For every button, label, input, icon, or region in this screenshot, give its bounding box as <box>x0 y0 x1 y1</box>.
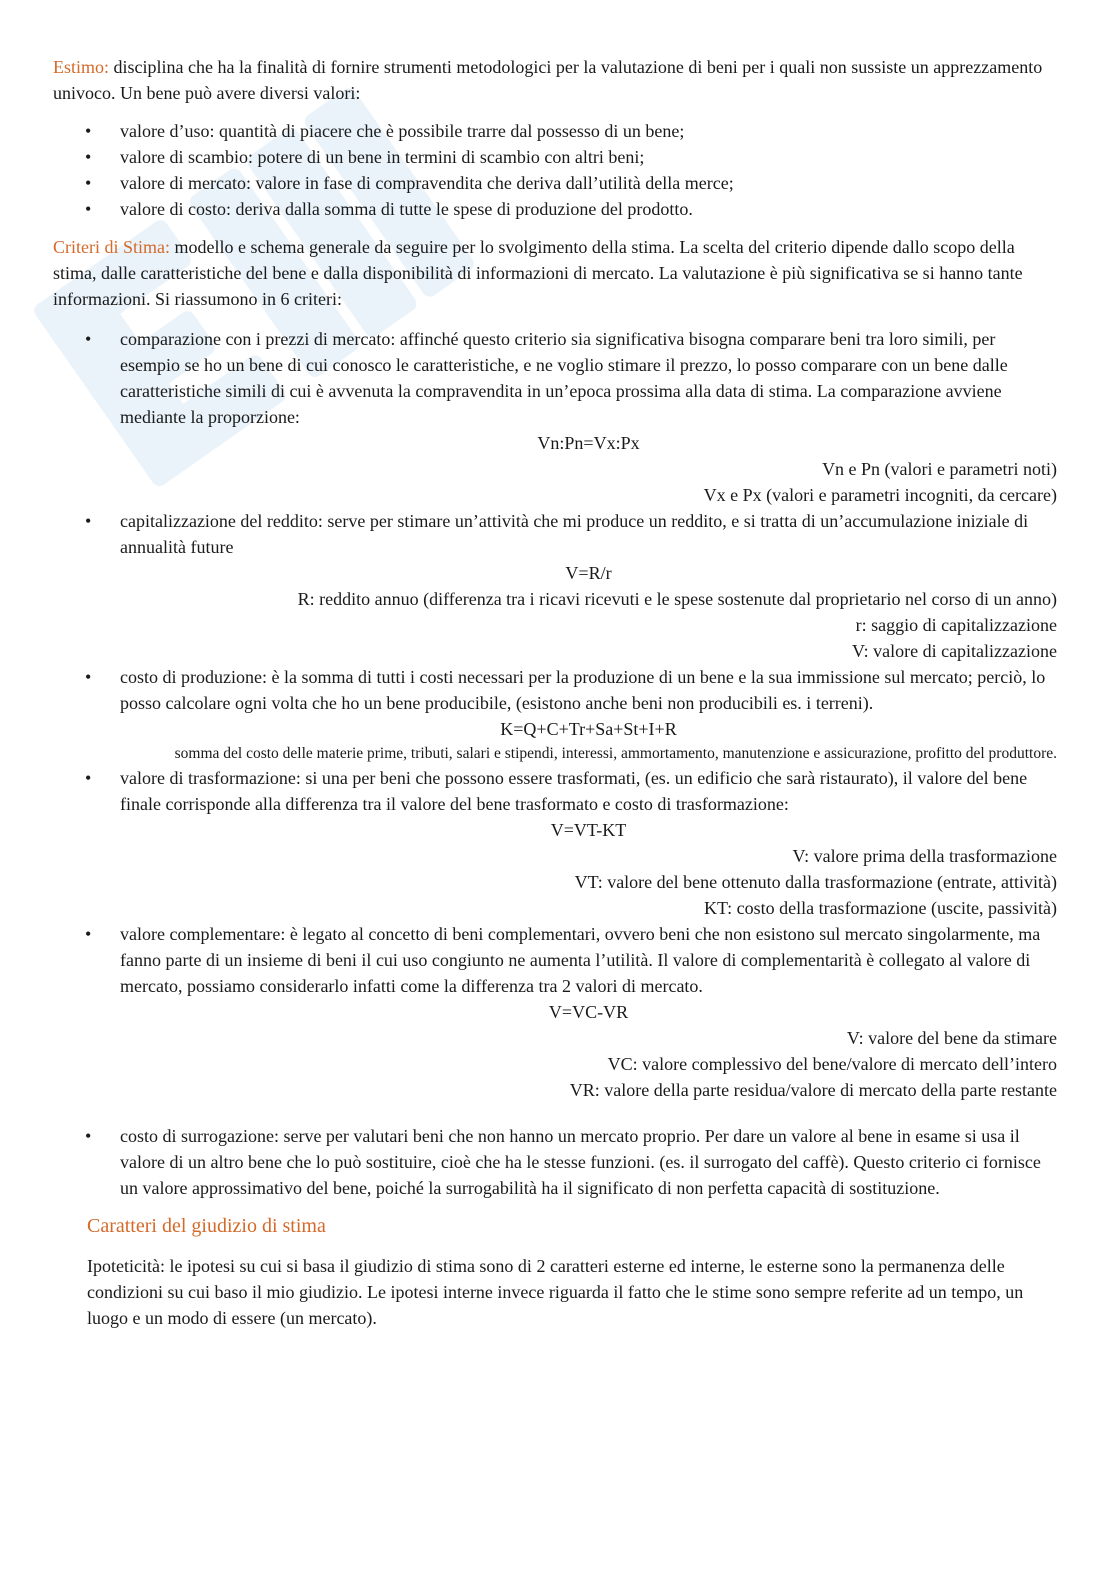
formula-note: r: saggio di capitalizzazione <box>855 615 1057 635</box>
spacer <box>120 1103 1057 1123</box>
formula: V=VT-KT <box>550 820 627 840</box>
criteri-paragraph <box>53 234 1057 312</box>
criteri-text: modello e schema generale da seguire per lo svolgimento della stima. La scelta del criterio dipende dallo scopo della stima, dalle caratteristiche del bene e dalla disponibilità di informazioni di mercato. La valutazione è più significativa se si hanno tante informazioni. Si riassumono in 6 criteri: <box>53 237 1023 309</box>
formula-note: VT: valore del bene ottenuto dalla trasformazione (entrate, attività) <box>574 872 1057 892</box>
section-title: Caratteri del giudizio di stima <box>87 1215 326 1237</box>
estimo-text: disciplina che ha la finalità di fornire strumenti metodologici per la valutazione di beni per i quali non sussiste un apprezzamento univoco. Un bene può avere diversi valori: <box>53 57 1043 103</box>
formula-note: VR: valore della parte residua/valore di mercato della parte restante <box>569 1080 1057 1100</box>
formula: V=R/r <box>565 563 612 583</box>
formula-note: somma del costo delle materie prime, tributi, salari e stipendi, interessi, ammortamento, manutenzione e assicurazione, profitto del produttore. <box>174 745 1057 762</box>
ipoteticita-paragraph: Ipoteticità: le ipotesi su cui si basa il giudizio di stima sono di 2 caratteri esterne ed interne, le esterne sono la permanenza delle condizioni su cui baso il mio giudizio. Le ipotesi interne invece riguarda il fatto che le stime sono sempre referite ad un tempo, un luogo e un modo di essere (un mercato). <box>87 1256 1024 1328</box>
criteri-term: Criteri di Stima: <box>53 237 170 257</box>
estimo-term: Estimo: <box>53 57 110 77</box>
formula-note: KT: costo della trasformazione (uscite, passività) <box>704 898 1057 918</box>
formula: K=Q+C+Tr+Sa+St+I+R <box>500 719 677 739</box>
criterion-costo-produzione <box>53 664 1057 765</box>
criterion-text: • costo di produzione: è la somma di tutti i costi necessari per la produzione di un bene e la sua immissione sul mercato; perciò, lo posso calcolare ogni volta che ho un bene producibile, (esistono anche beni non producibili es. i terreni). <box>120 667 1046 713</box>
list-item: • valore di costo: deriva dalla somma di tutte le spese di produzione del prodotto. <box>53 196 1057 222</box>
formula-note: VC: valore complessivo del bene/valore di mercato dell’intero <box>607 1054 1057 1074</box>
criterion-surrogazione <box>53 1123 1057 1201</box>
formula-note: V: valore di capitalizzazione <box>851 641 1057 661</box>
criterion-text: • valore di trasformazione: si una per beni che possono essere trasformati, (es. un edificio che sarà ristaurato), il valore del bene finale corrisponde alla differenza tra il valore del bene trasformato e costo di trasformazione: <box>120 768 1028 814</box>
criterion-text: • valore complementare: è legato al concetto di beni complementari, ovvero beni che non esistono sul mercato singolarmente, ma fanno parte di un insieme di beni il cui uso congiunto ne aumenta l’utilità. Il valore di complementarità è collegato al valore di mercato, possiamo considerarlo infatti come la differenza tra 2 valori di mercato. <box>120 924 1041 996</box>
criterion-trasformazione <box>53 765 1057 921</box>
document-page <box>53 54 1057 1331</box>
criterion-complementare <box>53 921 1057 1123</box>
formula-note: V: valore del bene da stimare <box>846 1028 1057 1048</box>
list-item: • valore di mercato: valore in fase di compravendita che deriva dall’utilità della merce; <box>53 170 1057 196</box>
values-list <box>53 118 1057 222</box>
formula-note: V: valore prima della trasformazione <box>792 846 1057 866</box>
criterion-text: • costo di surrogazione: serve per valutari beni che non hanno un mercato proprio. Per dare un valore al bene in esame si usa il valore di un altro bene che lo può sostituire, cioè che ha le stesse funzioni. (es. il surrogato del caffè). Questo criterio ci fornisce un valore approssimativo del bene, poiché la surrogabilità ha il significato di non perfetta capacità di sostituzione. <box>120 1126 1041 1198</box>
list-item: • valore di scambio: potere di un bene in termini di scambio con altri beni; <box>53 144 1057 170</box>
criterion-text: • comparazione con i prezzi di mercato: affinché questo criterio sia significativa bisogna comparare beni tra loro simili, per esempio se ho un bene di cui conosco le caratteristiche, e ne voglio stimare il prezzo, lo posso comparare con un bene dalle caratteristiche simili di cui è avvenuta la compravendita in un’epoca prossima alla data di stima. La comparazione avviene mediante la proporzione: <box>120 329 1008 427</box>
formula: V=VC-VR <box>548 1002 629 1022</box>
criteria-list <box>53 326 1057 1201</box>
formula-note: R: reddito annuo (differenza tra i ricavi ricevuti e le spese sostenute dal proprietario nel corso di un anno) <box>297 589 1057 609</box>
criterion-text: • capitalizzazione del reddito: serve per stimare un’attività che mi produce un reddito, e si tratta di un’accumulazione iniziale di annualità future <box>120 511 1029 557</box>
estimo-paragraph <box>53 54 1057 106</box>
list-item: • valore d’uso: quantità di piacere che è possibile trarre dal possesso di un bene; <box>53 118 1057 144</box>
criterion-capitalizzazione <box>53 508 1057 664</box>
formula-note: Vn e Pn (valori e parametri noti) <box>822 459 1057 479</box>
formula-note: Vx e Px (valori e parametri incogniti, da cercare) <box>703 485 1057 505</box>
formula: Vn:Pn=Vx:Px <box>537 433 640 453</box>
criterion-comparazione <box>53 326 1057 508</box>
